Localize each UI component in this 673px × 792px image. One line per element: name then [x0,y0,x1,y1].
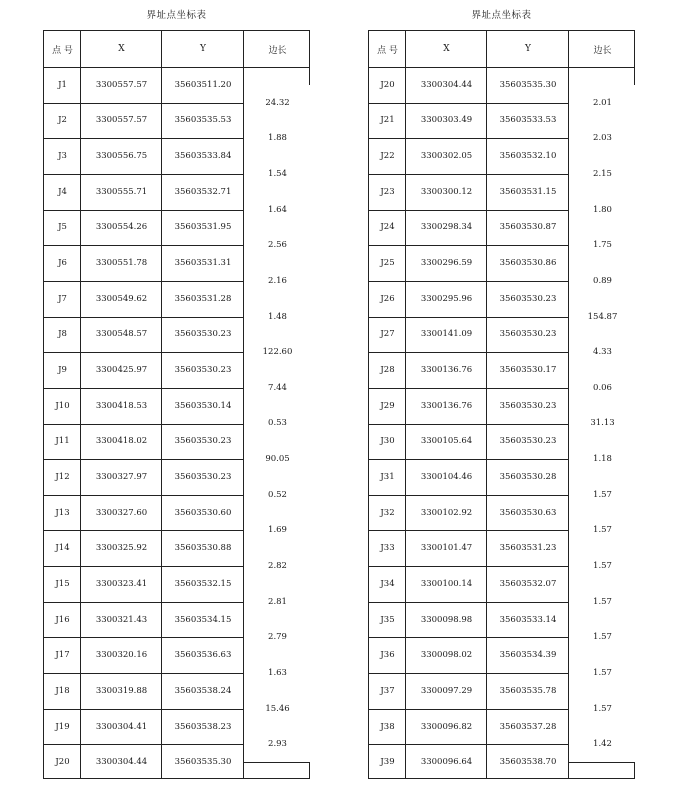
point-id: J5 [58,222,67,233]
point-id: J7 [58,293,67,304]
table-grid [43,30,310,779]
table-grid [368,30,635,779]
side-length: 2.03 [569,120,636,156]
coord-x: 3300304.44 [95,757,148,768]
side-length: 0.53 [244,406,311,442]
coord-y: 35603530.87 [499,222,557,233]
point-id: J22 [380,151,395,162]
point-id: J33 [380,543,395,554]
point-id: J30 [380,436,395,447]
coord-x: 3300304.44 [420,79,473,90]
coord-x: 3300105.64 [420,436,473,447]
coord-y: 35603531.23 [499,543,557,554]
coord-y: 35603531.15 [499,186,557,197]
point-id: J20 [380,79,395,90]
side-length: 1.48 [244,299,311,335]
side-length: 1.18 [569,441,636,477]
side-length: 122.60 [244,334,311,370]
header-side: 边长 [268,45,287,56]
point-id: J36 [380,650,395,661]
side-length: 90.05 [244,441,311,477]
point-id: J29 [380,400,395,411]
coord-y: 35603530.28 [499,471,557,482]
coord-y: 35603538.23 [174,721,232,732]
coord-y: 35603530.60 [174,507,232,518]
point-id: J39 [380,757,395,768]
coord-y: 35603534.39 [499,650,557,661]
coord-x: 3300102.92 [420,507,473,518]
coord-y: 35603531.95 [174,222,232,233]
side-length: 7.44 [244,370,311,406]
side-length: 0.06 [569,370,636,406]
coord-y: 35603530.14 [174,400,232,411]
point-id: J19 [55,721,70,732]
side-length: 1.57 [569,513,636,549]
point-id: J17 [55,650,70,661]
point-id: J11 [55,436,70,447]
coord-y: 35603531.28 [174,293,232,304]
side-length: 2.01 [569,85,636,121]
coord-x: 3300298.34 [420,222,473,233]
coord-x: 3300296.59 [420,258,473,269]
coord-y: 35603532.15 [174,578,232,589]
side-length: 1.57 [569,691,636,727]
coord-x: 3300323.41 [95,578,148,589]
side-length: 0.89 [569,263,636,299]
coord-y: 35603530.23 [174,365,232,375]
header-x: X [118,44,125,54]
coord-y: 35603533.53 [499,115,557,126]
coord-y: 35603533.14 [499,614,557,625]
coord-x: 3300096.64 [420,757,473,768]
point-id: J20 [55,757,70,768]
header-y: Y [200,44,206,54]
coord-x: 3300096.82 [420,721,473,732]
point-id: J28 [380,365,395,375]
point-id: J3 [58,151,67,162]
coord-y: 35603530.23 [499,293,557,304]
coord-x: 3300304.41 [95,721,148,732]
coord-x: 3300321.43 [95,614,148,625]
table-title: 界址点坐标表 [146,10,207,21]
point-id: J34 [380,578,395,589]
side-length: 1.57 [569,477,636,513]
coord-x: 3300136.76 [420,365,473,375]
coord-y: 35603531.31 [174,258,232,269]
side-length: 2.16 [244,263,311,299]
side-length: 1.69 [244,513,311,549]
coord-y: 35603530.86 [499,258,557,269]
side-length: 1.54 [244,156,311,192]
table-title: 界址点坐标表 [471,10,532,21]
coord-y: 35603532.07 [499,578,557,589]
point-id: J1 [58,79,67,90]
coord-y: 35603532.71 [174,186,232,197]
coord-x: 3300098.98 [420,614,473,625]
point-id: J9 [58,365,67,375]
coord-y: 35603530.23 [174,436,232,447]
point-id: J13 [55,507,70,518]
coord-y: 35603530.23 [174,329,232,340]
point-id: J16 [55,614,70,625]
side-length: 154.87 [569,299,636,335]
coord-x: 3300551.78 [95,258,148,269]
point-id: J32 [380,507,395,518]
point-id: J18 [55,685,70,696]
side-length: 2.81 [244,584,311,620]
coord-y: 35603533.84 [174,151,232,162]
coord-y: 35603535.30 [499,79,557,90]
coord-x: 3300327.97 [95,471,148,482]
coord-x: 3300303.49 [420,115,473,126]
point-id: J37 [380,685,395,696]
coord-x: 3300100.14 [420,578,473,589]
coord-y: 35603530.63 [499,507,557,518]
point-id: J26 [380,293,395,304]
coord-x: 3300554.26 [95,222,148,233]
side-divider [244,762,309,763]
coord-y: 35603530.23 [174,471,232,482]
coord-y: 35603511.20 [174,79,232,90]
coord-y: 35603534.15 [174,614,232,625]
side-length: 1.57 [569,620,636,656]
coord-y: 35603536.63 [174,650,232,661]
coord-x: 3300418.53 [95,400,148,411]
coord-y: 35603535.78 [499,685,557,696]
point-id: J25 [380,258,395,269]
coord-x: 3300418.02 [95,436,148,447]
side-length: 2.82 [244,548,311,584]
point-id: J15 [55,578,70,589]
coord-y: 35603532.10 [499,151,557,162]
side-length: 2.93 [244,727,311,763]
side-length: 2.79 [244,620,311,656]
coord-x: 3300319.88 [95,685,148,696]
point-id: J35 [380,614,395,625]
header-point: 点 号 [377,45,398,56]
side-length: 2.15 [569,156,636,192]
coord-y: 35603537.28 [499,721,557,732]
coord-x: 3300327.60 [95,507,148,518]
side-length: 24.32 [244,85,311,121]
point-id: J24 [380,222,395,233]
point-id: J2 [58,115,67,126]
coord-x: 3300325.92 [95,543,148,554]
coord-y: 35603538.70 [499,757,557,768]
side-length: 1.57 [569,548,636,584]
coord-x: 3300098.02 [420,650,473,661]
point-id: J31 [380,471,395,482]
side-length: 4.33 [569,334,636,370]
header-side: 边长 [593,45,612,56]
coord-x: 3300555.71 [95,186,148,197]
coord-x: 3300295.96 [420,293,473,304]
header-point: 点 号 [52,45,73,56]
side-length: 31.13 [569,406,636,442]
side-length: 1.80 [569,192,636,228]
coord-x: 3300097.29 [420,685,473,696]
header-y: Y [525,44,531,54]
coord-y: 35603538.24 [174,685,232,696]
point-id: J4 [58,186,67,197]
point-id: J12 [55,471,70,482]
side-divider [569,762,634,763]
coord-y: 35603535.30 [174,757,232,768]
point-id: J14 [55,543,70,554]
coord-y: 35603530.23 [499,436,557,447]
coord-y: 35603530.88 [174,543,232,554]
coord-y: 35603530.23 [499,400,557,411]
coord-x: 3300320.16 [95,650,148,661]
side-length: 1.57 [569,655,636,691]
coord-x: 3300557.57 [95,115,148,126]
coord-x: 3300104.46 [420,471,473,482]
coord-y: 35603530.17 [499,365,557,375]
side-length: 1.64 [244,192,311,228]
point-id: J21 [380,115,395,126]
coord-x: 3300302.05 [420,151,473,162]
side-length: 1.88 [244,120,311,156]
coord-x: 3300136.76 [420,400,473,411]
coord-x: 3300557.57 [95,79,148,90]
side-length: 1.63 [244,655,311,691]
coord-x: 3300101.47 [420,543,473,554]
coord-x: 3300549.62 [95,293,148,304]
coord-x: 3300556.75 [95,151,148,162]
coord-y: 35603535.53 [174,115,232,126]
point-id: J6 [58,258,67,269]
coord-x: 3300548.57 [95,329,148,340]
side-length: 1.42 [569,727,636,763]
coord-x: 3300300.12 [420,186,473,197]
coord-x: 3300425.97 [95,365,148,375]
point-id: J38 [380,721,395,732]
point-id: J23 [380,186,395,197]
point-id: J8 [58,329,67,340]
side-length: 0.52 [244,477,311,513]
side-length: 1.75 [569,227,636,263]
side-length: 1.57 [569,584,636,620]
side-length: 2.56 [244,227,311,263]
point-id: J27 [380,329,395,340]
side-length: 15.46 [244,691,311,727]
point-id: J10 [55,400,70,411]
coord-x: 3300141.09 [420,329,473,340]
coord-y: 35603530.23 [499,329,557,340]
header-x: X [443,44,450,54]
